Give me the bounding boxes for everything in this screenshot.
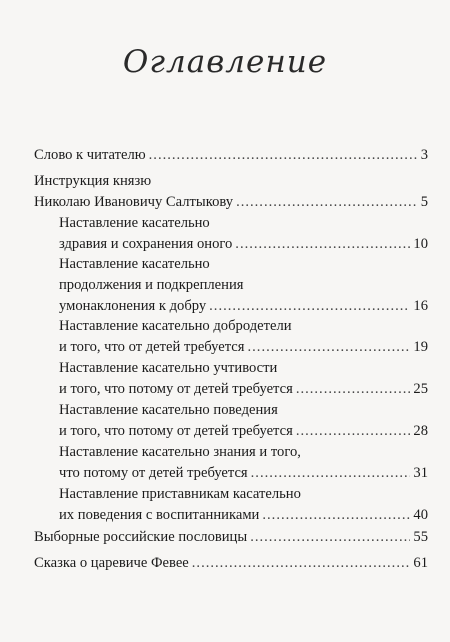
dot-leader xyxy=(149,144,418,166)
toc-page-number: 10 xyxy=(413,236,428,252)
toc-entry-title: Наставление касательно добродетели xyxy=(59,318,292,334)
toc-entry-title: Наставление касательно знания и того, xyxy=(59,444,301,460)
toc-page-number: 3 xyxy=(420,147,428,163)
toc-entry-title: Наставление касательно xyxy=(59,256,210,272)
dot-leader xyxy=(209,295,410,317)
dot-leader xyxy=(296,420,411,442)
toc-entry-title: Наставление касательно xyxy=(59,215,210,231)
toc-page-number: 28 xyxy=(413,423,428,439)
toc-entry-title: Выборные российские пословицы xyxy=(34,529,248,545)
toc-entry-title: Наставление касательно поведения xyxy=(59,402,278,418)
toc-entry-title: продолжения и подкрепления xyxy=(59,277,244,293)
dot-leader xyxy=(251,462,411,484)
toc-page-number: 25 xyxy=(413,381,428,397)
toc-entry-title: и того, что потому от детей требуется xyxy=(59,381,293,397)
dot-leader xyxy=(250,526,410,548)
toc-page-number: 31 xyxy=(413,465,428,481)
dot-leader xyxy=(235,233,410,255)
dot-leader xyxy=(262,504,410,526)
dot-leader xyxy=(296,378,411,400)
toc-entry-title: умонаклонения к добру xyxy=(59,298,207,314)
toc-entry-title: Инструкция князю xyxy=(34,173,152,189)
dot-leader xyxy=(192,552,411,574)
toc-page-number: 61 xyxy=(413,555,428,571)
toc-page-number: 16 xyxy=(413,298,428,314)
toc-page-number: 5 xyxy=(420,194,428,210)
dot-leader xyxy=(236,191,418,213)
toc-entry-title: здравия и сохранения оного xyxy=(59,236,233,252)
toc-entry-title: и того, что потому от детей требуется xyxy=(59,423,293,439)
toc-entry-title: Наставление касательно учтивости xyxy=(59,360,278,376)
toc-page-number: 40 xyxy=(413,507,428,523)
toc-entry-title: Николаю Ивановичу Салтыкову xyxy=(34,194,234,210)
toc-entry-title: Наставление приставникам касательно xyxy=(59,486,301,502)
toc-page-number: 55 xyxy=(413,529,428,545)
toc-entry-title: и того, что от детей требуется xyxy=(59,339,245,355)
toc-page-number: 19 xyxy=(413,339,428,355)
toc-entry-title: их поведения с воспитанниками xyxy=(59,507,260,523)
page-title: Оглавление xyxy=(122,44,328,80)
toc-entry-title: Слово к читателю xyxy=(34,147,146,163)
dot-leader xyxy=(248,336,411,358)
toc-entry-title: что потому от детей требуется xyxy=(59,465,248,481)
toc-entry-title: Сказка о царевиче Февее xyxy=(34,555,189,571)
